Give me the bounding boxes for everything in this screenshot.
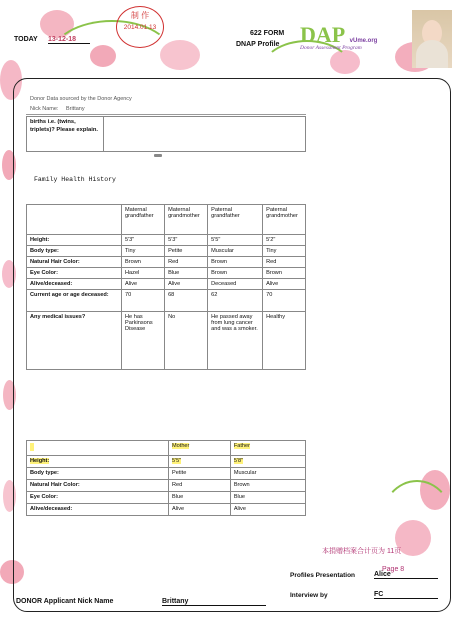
stamp-date: 2014.01.13: [123, 24, 157, 31]
today-value: 13-12-18: [48, 36, 90, 44]
row-label: Body type:: [27, 468, 169, 480]
table-cell: Brown: [122, 257, 165, 268]
nick-value: Brittany: [65, 106, 85, 112]
logo-suffix: vUme.org: [349, 38, 378, 44]
table-cell: Alive: [230, 504, 305, 516]
row-label: Eye Color:: [27, 268, 122, 279]
family-health-table: [26, 204, 306, 370]
header-paternal-grandfather: Paternal grandfather: [208, 205, 263, 235]
table-cell: Red: [165, 257, 208, 268]
table-row: [27, 456, 306, 468]
page-count-note: 本捐赠档案合计页为 11页: [322, 548, 402, 555]
table-row: [27, 268, 306, 279]
header-paternal-grandmother: Paternal grandmother: [263, 205, 306, 235]
table-cell: 5'5": [208, 235, 263, 246]
profiles-presentation-value: Alice: [374, 571, 438, 579]
table-cell: Blue: [169, 492, 231, 504]
applicant-nick-value: Brittany: [162, 598, 266, 606]
table-cell: 5'3": [165, 235, 208, 246]
table-cell: Brown: [230, 480, 305, 492]
table-row: [27, 290, 306, 312]
today-label: TODAY: [14, 36, 38, 43]
source-line: Donor Data sourced by the Donor Agency: [30, 96, 132, 102]
table-row: [27, 504, 306, 516]
table-cell: 68: [165, 290, 208, 312]
table-cell: 5'3": [122, 235, 165, 246]
parents-table: [26, 440, 306, 516]
table-cell: 62: [208, 290, 263, 312]
profiles-presentation-label: Profiles Presentation: [290, 572, 356, 579]
row-label: Alive/deceased:: [27, 279, 122, 290]
table-row: [27, 492, 306, 504]
row-label: Any medical issues?: [27, 312, 122, 370]
table-cell: Petite: [169, 468, 231, 480]
table-cell: Deceased: [208, 279, 263, 290]
table-cell: Brown: [263, 268, 306, 279]
interview-by-value: FC: [374, 591, 438, 599]
header-father: Father: [230, 441, 305, 456]
table-cell: Muscular: [230, 468, 305, 480]
births-answer: [104, 117, 306, 152]
family-table-header: [27, 205, 306, 235]
table-cell: 5'2": [263, 235, 306, 246]
table-row: [27, 246, 306, 257]
nick-label: Nick Name:: [30, 106, 59, 112]
births-table: [26, 116, 306, 152]
header-maternal-grandmother: Maternal grandmother: [165, 205, 208, 235]
document-page: [26, 90, 306, 555]
row-label: Height:: [27, 235, 122, 246]
table-cell: Tiny: [122, 246, 165, 257]
table-cell: Brown: [208, 268, 263, 279]
dap-logo: [300, 22, 377, 51]
table-row: [27, 257, 306, 268]
table-cell: Blue: [230, 492, 305, 504]
form-number: 622 FORM: [250, 30, 285, 37]
table-cell: Healthy: [263, 312, 306, 370]
page-break-marker: [154, 154, 162, 157]
table-cell: Alive: [263, 279, 306, 290]
row-label: Alive/deceased:: [27, 504, 169, 516]
table-cell: 5'5": [169, 456, 231, 468]
form-name: DNAP Profile: [236, 41, 280, 48]
parents-table-header: [27, 441, 306, 456]
table-cell: Red: [263, 257, 306, 268]
applicant-nick-label: DONOR Applicant Nick Name: [16, 598, 114, 605]
page-number: Page 8: [382, 566, 405, 573]
profile-photo: [412, 10, 452, 68]
row-label: Eye Color:: [27, 492, 169, 504]
interview-by-label: Interview by: [290, 592, 328, 599]
births-question: births i.e. (twins, triplets)? Please explain.: [27, 117, 104, 152]
stamp-top-text: 制 作: [130, 11, 150, 20]
table-cell: Petite: [165, 246, 208, 257]
table-cell: He has Parkinsons Disease: [122, 312, 165, 370]
table-row: [27, 235, 306, 246]
production-stamp: [116, 6, 164, 48]
header-maternal-grandfather: Maternal grandfather: [122, 205, 165, 235]
table-row: [27, 279, 306, 290]
nick-name-row: [30, 106, 85, 112]
table-cell: Alive: [122, 279, 165, 290]
table-cell: Red: [169, 480, 231, 492]
table-cell: Hazel: [122, 268, 165, 279]
header-mother: Mother: [169, 441, 231, 456]
logo-tagline: Donor Assessment Program: [300, 45, 362, 51]
table-cell: Blue: [165, 268, 208, 279]
table-cell: Alive: [165, 279, 208, 290]
table-cell: 70: [263, 290, 306, 312]
table-cell: Muscular: [208, 246, 263, 257]
table-cell: Alive: [169, 504, 231, 516]
table-row: [27, 312, 306, 370]
table-cell: 70: [122, 290, 165, 312]
section-title: Family Health History: [34, 176, 116, 183]
table-cell: No: [165, 312, 208, 370]
table-cell: He passed away from lung cancer and was a smoker.: [208, 312, 263, 370]
logo-main: DAP: [300, 22, 346, 47]
table-cell: Tiny: [263, 246, 306, 257]
row-label: Current age or age deceased:: [27, 290, 122, 312]
table-row: [27, 468, 306, 480]
table-cell: Brown: [208, 257, 263, 268]
table-row: [27, 480, 306, 492]
row-label: Height:: [27, 456, 169, 468]
row-label: Natural Hair Color:: [27, 480, 169, 492]
row-label: Natural Hair Color:: [27, 257, 122, 268]
table-cell: 5'8": [230, 456, 305, 468]
row-label: Body type:: [27, 246, 122, 257]
